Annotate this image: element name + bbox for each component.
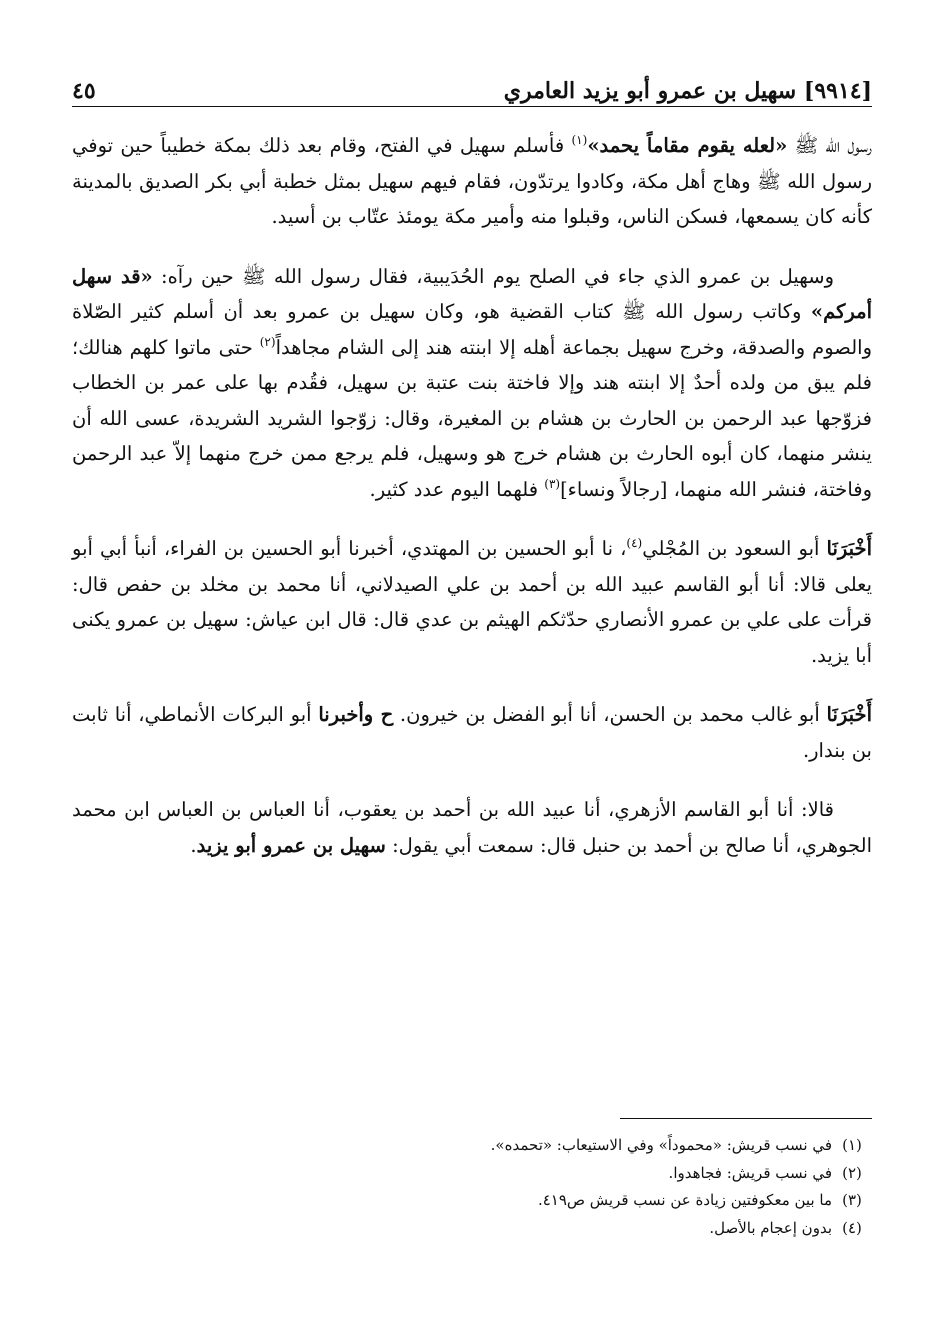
text-run: فأسلم سهيل في الفتح، وقام بعد ذلك بمكة خطيباً حين توفي رسول الله ﷺ وهاج أهل مكة، وكادوا يرتدّون، فقام فيهم سهيل بمثل خطبة أبي بكر الصديق بالمدينة كأنه كان يسمعها، فسكن الناس، وقبلوا منه وأمير مكة يومئذ عتّاب بن أسيد. — [72, 134, 872, 228]
paragraph-2 — [72, 259, 872, 508]
footnote-number: (٤) — [842, 1218, 862, 1237]
paragraph-1 — [72, 128, 872, 235]
footnote-ref-2: (٢) — [259, 334, 276, 349]
text-run: حتى ماتوا كلهم هنالك؛ فلم يبق من ولده أحدٌ إلا ابنته هند وإلا فاختة بنت عتبة بن سهيل، فقُدم بها على عمر بن الخطاب فزوّجها عبد الرحمن بن الحارث بن هشام بن المغيرة، وقال: زوّجوا الشريد الشريدة، عسى الله أن ينشر منهما، كان أبوه الحارث بن هشام خرج هو وسهيل، فلم يرجع ممن خرج منهما إلاّ عبد الرحمن وفاختة، فنشر الله منهما، [رجالاً ونساء] — [72, 335, 872, 501]
paragraph-3 — [72, 531, 872, 673]
text-run: أبو البركات الأنماطي، أنا ثابت بن بندار. — [72, 703, 872, 762]
hadith-quote: «قد سهل أمركم» — [72, 264, 872, 323]
footnote-text: في نسب قريش: فجاهدوا. — [668, 1163, 832, 1182]
footnote-text: ما بين معكوفتين زيادة عن نسب قريش ص٤١٩. — [537, 1191, 832, 1209]
footnote — [72, 1160, 872, 1188]
page-number: ٤٥ — [72, 78, 96, 104]
text-run: رسول الله ﷺ — [787, 134, 873, 157]
footnote — [72, 1132, 872, 1160]
name-bold: سهيل بن عمرو أبو يزيد — [196, 833, 386, 857]
text-run: وسهيل بن عمرو الذي جاء في الصلح يوم الحُدَيبية، فقال رسول الله ﷺ حين رآه: — [152, 264, 834, 288]
isnad-keyword: ح وأخبرنا — [318, 703, 394, 726]
isnad-keyword: أَخْبَرَنَا — [826, 537, 872, 560]
footnote-number: (٣) — [842, 1191, 862, 1209]
text-run: وكاتب رسول الله ﷺ كتاب القضية هو، وكان سهيل بن عمرو بعد أن أسلم كثير الصّلاة والصوم والصدقة، وخرج سهيل بجماعة أهله إلا ابنته هند إلى الشام مجاهداً — [72, 300, 872, 359]
text-run: . — [190, 833, 197, 857]
footnote-ref-3: (٣) — [544, 476, 561, 491]
paragraph-5 — [72, 792, 872, 863]
text-run: ، نا أبو الحسين بن المهتدي، أخبرنا أبو الحسين بن الفراء، أنبأ أبي أبو يعلى قالا: أنا أبو القاسم عبيد الله بن أحمد بن علي الصيدلاني، أنا محمد بن مخلد بن حفص قال: قرأت على علي بن عمرو الأنصاري حدّثكم الهيثم بن عدي قال: قال ابن عياش: سهيل بن عمرو يكنى أبا يزيد. — [72, 537, 872, 667]
text-run: أبو غالب محمد بن الحسن، أنا أبو الفضل بن خيرون. — [393, 703, 827, 726]
footnote-ref-1: (١) — [571, 133, 588, 147]
main-text — [72, 128, 872, 887]
paragraph-4 — [72, 697, 872, 768]
text-run: أبو السعود بن المُجْلي — [642, 537, 827, 560]
text-run: قالا: أنا أبو القاسم الأزهري، أنا عبيد الله بن أحمد بن يعقوب، أنا العباس بن العباس ابن محمد الجوهري، أنا صالح بن أحمد بن حنبل قال: سمعت أبي يقول: — [72, 798, 872, 857]
footnote-ref-4: (٤) — [626, 536, 643, 550]
footnote-text: بدون إعجام بالأصل. — [709, 1218, 832, 1237]
footnote-rule — [620, 1118, 872, 1119]
running-title: [٩٩١٤] سهيل بن عمرو أبو يزيد العامري — [503, 78, 872, 104]
running-header — [72, 72, 872, 104]
footnote-number: (١) — [842, 1136, 862, 1154]
text-run: فلهما اليوم عدد كثير. — [369, 477, 545, 501]
footnote-text: في نسب قريش: «محموداً» وفي الاستيعاب: «تحمده». — [490, 1136, 832, 1154]
footnote — [72, 1215, 872, 1243]
header-rule — [72, 106, 872, 107]
footnote-number: (٢) — [842, 1163, 862, 1182]
isnad-keyword: أَخْبَرَنَا — [826, 703, 872, 726]
hadith-quote: «لعله يقوم مقاماً يحمد» — [587, 134, 788, 157]
footnote — [72, 1187, 872, 1215]
footnotes — [72, 1132, 872, 1242]
